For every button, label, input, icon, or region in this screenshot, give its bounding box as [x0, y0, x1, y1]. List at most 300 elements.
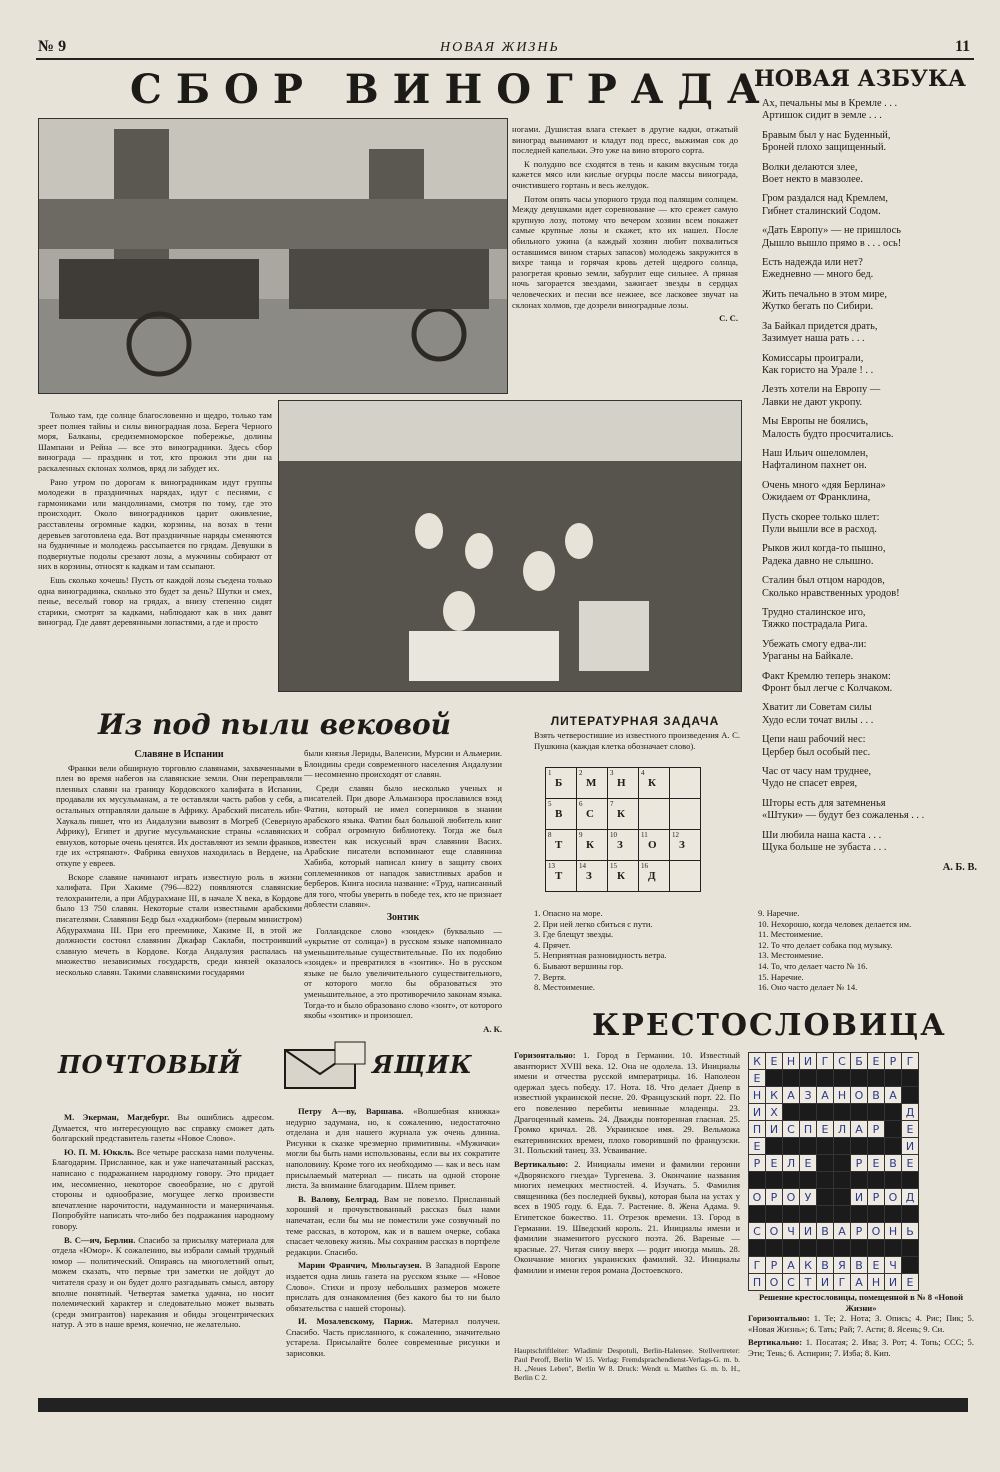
crossword-cell: К — [800, 1257, 817, 1274]
literary-clue: 1. Опасно на море. — [534, 908, 603, 918]
crossword-cell: И — [851, 1189, 868, 1206]
mailbox-reply — [286, 1106, 500, 1191]
literary-cell — [546, 799, 577, 830]
mailbox-recipient: М. Экерман, Магдебург. — [64, 1112, 170, 1122]
harvest-right-column — [512, 124, 738, 324]
literary-cell — [639, 830, 670, 861]
alphabet-stanza — [762, 98, 977, 123]
crossword-cell: Д — [902, 1104, 919, 1121]
literary-cell-letter: В — [555, 808, 563, 820]
crossword-cell — [885, 1172, 902, 1189]
crossword-cell: А — [851, 1274, 868, 1291]
crossword-cell — [868, 1104, 885, 1121]
crossword-cell: Г — [749, 1257, 766, 1274]
crossword-cell: С — [749, 1223, 766, 1240]
crossword-cell: Ч — [885, 1257, 902, 1274]
alphabet-line: Ах, печальны мы в Кремле . . . — [762, 98, 898, 109]
literary-cell-letter: З — [586, 870, 592, 882]
literary-cell-number: 5 — [548, 800, 552, 808]
alphabet-line: «Штуки» — будут без сожаленья . . . — [762, 810, 925, 822]
crossword-cell: У — [800, 1189, 817, 1206]
crossword-cell: И — [885, 1274, 902, 1291]
alphabet-line: Как гористо на Урале ! . . — [762, 364, 874, 376]
crossword-cell — [766, 1172, 783, 1189]
crossword-cell: Е — [868, 1155, 885, 1172]
alphabet-stanza — [762, 448, 977, 473]
crossword-cell — [766, 1138, 783, 1155]
mailbox-text: Все четыре рассказа нами получены. Благодарим. Присланное, как и уже напечатанный рассказ, написано с подражанием народному говору. Это придает им, несомненно, некоторое своеобразие, но с другой стороны и однообразие, могущее легко произвести впечатление нарочитости, надуманности и манерничанья. Попробуйте написать что-либо без подражания народному говору. — [52, 1146, 274, 1231]
crossword-cell — [885, 1104, 902, 1121]
crossword-cell: Е — [749, 1070, 766, 1087]
literary-clues-right — [758, 908, 968, 993]
literary-cell-letter: Н — [617, 777, 626, 789]
alphabet-stanza — [762, 702, 977, 727]
crossword-cell — [817, 1172, 834, 1189]
crossword-cell: З — [800, 1087, 817, 1104]
literary-cell-number: 11 — [641, 831, 648, 839]
crossword-cell: А — [851, 1121, 868, 1138]
alphabet-line: Фронт был легче с Колчаком. — [762, 683, 893, 695]
crossword-cell: Н — [868, 1274, 885, 1291]
mailbox-reply — [52, 1235, 274, 1330]
literary-clue: 12. То что делает собака под музыку. — [758, 939, 893, 950]
crossword-title: КРЕСТОСЛОВИЦА — [592, 1008, 947, 1043]
literary-clue: 7. Вертя. — [534, 971, 567, 982]
harvest-right-sign: С. С. — [719, 313, 738, 324]
crossword-cell — [902, 1206, 919, 1223]
alphabet-line: Шторы есть для затемненья — [762, 797, 886, 809]
alphabet-line: Волки делаются злее, — [762, 161, 858, 173]
literary-clue: 6. Бывают вершины гор. — [534, 960, 624, 971]
cw-horizontal-clues: 1. Город в Германии. 10. Известный авантюрист XVIII века. 12. Она не одолела. 13. Инициалы имени и отчества русской императрицы. 16. Наполеон одержал здесь победу. 17. Нота. 18. Что делает Днепр в известной украинской песне. 20. Французский порт. 22. По его повелению перебиты невинные младенцы. 23. Драгоценный камень. 24. Дважды повторенная гласная. 25. Громко кричал. 28. Украинское имя. 29. Вельможа екатерининских времен, плохо говоривший по французски. 31. Польский танец. 33. Усваивание. — [514, 1050, 740, 1156]
literary-title: ЛИТЕРАТУРНАЯ ЗАДАЧА — [550, 714, 720, 728]
crossword-cell: Е — [902, 1274, 919, 1291]
literary-cell-number: 15 — [610, 862, 617, 870]
alphabet-line: Есть надежда или нет? — [762, 257, 863, 269]
issue-number: № 9 — [38, 38, 67, 55]
grape-pickers-illustration — [279, 401, 741, 691]
crossword-cell: Р — [885, 1053, 902, 1070]
crossword-cell: О — [851, 1087, 868, 1104]
alphabet-line: Хватит ли Советам силы — [762, 702, 872, 714]
literary-cell-letter: З — [617, 839, 623, 851]
alphabet-line: Воет некто в мавзолее. — [762, 174, 863, 186]
mailbox-reply — [286, 1260, 500, 1313]
alphabet-line: Лавки не дают укропу. — [762, 396, 863, 408]
mailbox-text: Вам не повезло. Присланный хороший и прочувствованный рассказ был нами напечатан, если бы мы не поместили уже созвучный по теме рассказ, в котором, как и в вашем очерке, собака спасает человеку жизнь. Мы сохраним рассказ в портфеле редакции. Спасибо. — [286, 1193, 500, 1257]
fortress-photo-illustration — [39, 119, 507, 393]
crossword-cell — [800, 1206, 817, 1223]
crossword-cell: Е — [766, 1155, 783, 1172]
crossword-cell — [885, 1206, 902, 1223]
crossword-cell: А — [834, 1223, 851, 1240]
crossword-cell: К — [749, 1053, 766, 1070]
alphabet-title: НОВАЯ АЗБУКА — [754, 66, 966, 92]
history-col-1 — [56, 748, 302, 980]
literary-cell-letter: С — [586, 808, 594, 820]
crossword-cell: Т — [800, 1274, 817, 1291]
crossword-cell: Е — [766, 1053, 783, 1070]
literary-clue: 5. Неприятная разновидность ветра. — [534, 950, 667, 961]
crossword-cell — [834, 1206, 851, 1223]
alphabet-stanza — [762, 162, 977, 187]
alphabet-line: Бравым был у нас Буденный, — [762, 129, 891, 141]
alphabet-stanza — [762, 321, 977, 346]
crossword-cell — [851, 1240, 868, 1257]
alphabet-line: Факт Кремлю теперь знаком: — [762, 670, 891, 682]
crossword-cell — [817, 1155, 834, 1172]
crossword-cell: А — [817, 1087, 834, 1104]
crossword-cell: С — [834, 1053, 851, 1070]
harvest-title: СБОР ВИНОГРАДА — [130, 66, 774, 113]
crossword-cell — [817, 1138, 834, 1155]
literary-cell — [608, 830, 639, 861]
crossword-cell — [817, 1189, 834, 1206]
crossword-cell: О — [868, 1223, 885, 1240]
crossword-cell — [851, 1070, 868, 1087]
crossword-cell — [817, 1240, 834, 1257]
alphabet-line: Броней плохо защищенный. — [762, 142, 887, 154]
crossword-cell: В — [851, 1257, 868, 1274]
crossword-cell — [800, 1138, 817, 1155]
crossword-cell — [868, 1240, 885, 1257]
literary-clue: 3. Где блещут звезды. — [534, 929, 614, 940]
crossword-cell — [902, 1087, 919, 1104]
crossword-cell: И — [902, 1138, 919, 1155]
crossword-cell — [817, 1206, 834, 1223]
literary-cell-letter: М — [586, 777, 597, 789]
crossword-cell — [834, 1104, 851, 1121]
crossword-cell — [766, 1206, 783, 1223]
grape-pickers-photo — [278, 400, 742, 692]
alphabet-line: Зазимует наша рать . . . — [762, 333, 865, 345]
harvest-left-para: Рано утром по дорогам к виноградникам идут группы молодежи в праздничных нарядах, идут с песнями, с гармониками или мандолинами, смотря по тому, где это происходит. Около виноградников царит оживление, расставлены огромные кадки, корзины, на возах в тени деревьев заготовлена еда. Вот праздничные наряды сменяются на будничные и молодежь рассыпается по грядам. Девушки в подвернутые подолы срезают лозы, а мужчины собирают от них в корзины, относят к кадкам и там ссыпают. — [38, 476, 272, 572]
literary-cell-number: 9 — [579, 831, 583, 839]
crossword-cell — [800, 1172, 817, 1189]
umbrella-subtitle: Зонтик — [386, 911, 420, 923]
mailbox-banner — [52, 1038, 492, 1094]
alphabet-stanza — [762, 225, 977, 250]
crossword-cell: О — [766, 1223, 783, 1240]
alphabet-line: Жутко бегать по Сибири. — [762, 301, 874, 313]
literary-cell-number: 10 — [610, 831, 617, 839]
mailbox-reply — [286, 1194, 500, 1258]
harvest-right-para: Потом опять часы упорного труда под палящим солнцем. Между девушками идет соревнование — кто срежет самую крупную лозу, потому что вечером хозяин всем покажет самые крупные лозы и скажет, кто их нашел. После обильного ужина (а каждый хозяин любит похвалиться оставшимся вином старых запасов) молодежь закружится в вихре танца и горячая кровь детей щедрого солнца, разогретая кровью земли, забурлит еще сильнее. А пряная ночь загорается звездами, зажигает звезды в сердцах человеческих и песни все нежнее, все ласковее звучат на склонах холмов, где дозрели виноградные лозы. — [512, 193, 738, 310]
mailbox-recipient: И. Мозалевскому, Париж. — [298, 1316, 413, 1327]
crossword-cell — [834, 1070, 851, 1087]
mailbox-text: Вы ошиблись адресом. Думается, что интересующую вас справку сможет дать болгарский представитель газеты «Новое Слово». — [52, 1112, 274, 1144]
alphabet-line: Пули вышли все в расход. — [762, 523, 877, 535]
crossword-cell: В — [868, 1087, 885, 1104]
mailbox-title-left: ПОЧТОВЫЙ — [58, 1050, 243, 1079]
crossword-cell — [783, 1240, 800, 1257]
alphabet-line: Гибнет сталинский Содом. — [762, 205, 881, 217]
literary-cell — [639, 768, 670, 799]
mailbox-text: В Западной Европе издается одна лишь газета на русском языке — «Новое Слово». Стихи и прозу небольших размеров можете прислать для ознакомления (без какого бы то ни было обязательства с нашей стороны). — [286, 1260, 500, 1313]
history-para: были князья Лериды, Валенсии, Мурсии и Альмерии. Блондины среди современного населения Андалузии — несомненно происходят от славян. — [304, 748, 502, 780]
literary-cell-number: 16 — [641, 862, 648, 870]
literary-cell-letter: О — [648, 839, 657, 851]
alphabet-line: Щука больше не зубаста . . . — [762, 842, 887, 854]
alphabet-line: Мы Европы не боялись, — [762, 416, 869, 428]
alphabet-stanza — [762, 480, 977, 505]
crossword-cell: И — [800, 1053, 817, 1070]
crossword-cell: Г — [902, 1053, 919, 1070]
literary-cell — [577, 768, 608, 799]
literary-cell-letter: Т — [555, 839, 563, 851]
crossword-cell: О — [766, 1274, 783, 1291]
literary-cell — [608, 861, 639, 892]
crossword-cell — [834, 1138, 851, 1155]
crossword-cell: И — [766, 1121, 783, 1138]
alphabet-line: Лезть хотели на Европу — — [762, 384, 881, 396]
literary-clue: 2. При ней легко сбиться с пути. — [534, 918, 653, 929]
alphabet-stanza — [762, 416, 977, 441]
alphabet-line: Очень много «дяя Берлина» — [762, 479, 886, 491]
literary-cell-letter: З — [679, 839, 685, 851]
alphabet-line: Убежать смогу едва-ли: — [762, 638, 867, 650]
harvest-left-para: Ешь сколько хочешь! Пусть от каждой лозы съедена только одна виноградинка, сколько это будет за день? Шутки и смех, пенье, веселый говор на грядах, а внизу степенно сидят старики, смотрят за кадками, наблюдают как в них давят виноград. Где давят деревянными лопастями, а где и просто — [38, 574, 272, 628]
crossword-cell: Е — [817, 1121, 834, 1138]
alphabet-line: Ураганы на Байкале. — [762, 651, 854, 663]
crossword-cell: Д — [902, 1189, 919, 1206]
crossword-cell: Р — [851, 1155, 868, 1172]
crossword-cell: А — [783, 1257, 800, 1274]
solution-v: 1. Посатая; 2. Ива; 3. Рот; 4. Топь; ССС; 5. Эти; Тень; 6. Аспирин; 7. Изба; 8. Кип. — [748, 1337, 974, 1358]
literary-cell — [546, 861, 577, 892]
alphabet-stanza — [762, 353, 977, 378]
crossword-cell: Н — [783, 1053, 800, 1070]
alphabet-stanza — [762, 193, 977, 218]
literary-cell-number: 3 — [610, 769, 614, 777]
literary-cell-number: 4 — [641, 769, 645, 777]
crossword-cell: Р — [766, 1189, 783, 1206]
crossword-cell: В — [817, 1257, 834, 1274]
literary-cell — [577, 861, 608, 892]
literary-cell — [577, 830, 608, 861]
crossword-cell: О — [783, 1189, 800, 1206]
history-para: Франки вели обширную торговлю славянами, захваченными в плен во время набегов на славянские земли. Они переправляли пленных славян на границу Кордовского халифата в Испании, продавали их мусульманам, а те оставляли часть рабов у себя, а остальных отправляли дальше в Африку. Арабский писатель ибн-Хаукаль пишет, что из Андалузии вывозят в Могреб (Северную Африку), Египет и другие мусульманские страны «славянских евнухов, которые очень ценятся. Их доставляют из земли франков, где их «стряпают». Фабрика евнухов находилась в Вердене, на откупе у евреев. — [56, 762, 302, 868]
crossword-cell — [817, 1104, 834, 1121]
crossword-cell: Л — [834, 1121, 851, 1138]
alphabet-line: Сталин был отцом народов, — [762, 575, 885, 587]
harvest-left-para: Только там, где солнце благословенно и щедро, только там зреет полнея тайны и силы виноградная лоза. Берега Черного моря, Балканы, средиземноморское побережье, долины Шампани и Рейна — все это виноградники. Здесь сбор винограда — праздник и тот, кто прожил эти дни на раскаленных склонах холмов, вряд ли забудет их. — [38, 410, 272, 473]
mailbox-reply — [52, 1112, 274, 1144]
literary-cell-number: 7 — [610, 800, 614, 808]
paper-name: НОВАЯ ЖИЗНЬ — [440, 40, 560, 55]
alphabet-line: «Дать Европу» — не пришлось — [762, 225, 902, 237]
crossword-cell — [800, 1104, 817, 1121]
alphabet-line: Комиссары проиграли, — [762, 352, 864, 364]
alphabet-stanza — [762, 384, 977, 409]
crossword-cell — [766, 1070, 783, 1087]
alphabet-stanza — [762, 512, 977, 537]
crossword-cell — [834, 1189, 851, 1206]
literary-cell — [546, 768, 577, 799]
mailbox-col-1 — [52, 1112, 274, 1333]
crossword-cell: И — [800, 1223, 817, 1240]
crossword-cell: В — [885, 1155, 902, 1172]
alphabet-line: Чудо не спасет еврея, — [762, 778, 858, 790]
alphabet-stanza — [762, 289, 977, 314]
crossword-cell — [868, 1138, 885, 1155]
alphabet-line: Дышло вышло прямо в . . . ось! — [762, 237, 902, 249]
crossword-cell: Ч — [783, 1223, 800, 1240]
crossword-cell — [834, 1155, 851, 1172]
crossword-cell: И — [817, 1274, 834, 1291]
crossword-cell — [800, 1070, 817, 1087]
alphabet-line: Сколько нравственных уродов! — [762, 587, 900, 599]
alphabet-line: Артишок сидит в земле . . . — [762, 110, 882, 122]
crossword-cell: Р — [868, 1189, 885, 1206]
literary-cell-letter: К — [586, 839, 594, 851]
literary-cell-number: 8 — [548, 831, 552, 839]
alphabet-stanza — [762, 798, 977, 823]
crossword-cell — [783, 1104, 800, 1121]
crossword-cell: Г — [817, 1053, 834, 1070]
literary-cell — [608, 768, 639, 799]
solution-h: 1. Те; 2. Нота; 3. Опись; 4. Рис; Пик; 5. «Новая Жизнь»; 6. Тать; Рай; 7. Асти; 8. Ясень; 9. Си. — [748, 1313, 974, 1334]
harvest-right-para: К полудню все сходятся в тень и каким вкусным тогда кажется мясо или кислые огурцы после массы винограда, очистившего гортань и весь желудок. — [512, 158, 738, 190]
literary-cell-letter: К — [648, 777, 656, 789]
crossword-cell: Р — [851, 1223, 868, 1240]
literary-clue: 8. Местоимение. — [534, 982, 595, 993]
alphabet-line: Ожидаем от Франклина, — [762, 492, 871, 504]
history-para: Вскоре славяне начинают играть известную роль в жизни халифата. При Хакиме (796—822) появляются славянские телохранители, а при Абдурахмане III, в начале X века, в Кордове было 13 750 славян. Некоторые стали известными арабскими писателями. Славянин Бедр был «хаджибом» (первым министром) Абдурахмана III. При его преемнике, Хакиме II, в этой же должности состоял славянин Джафар Саклаби, построивший славную мечеть в Кордове. Когда Андалузия распалась на множество независимых государств, среди князей оказалось несколько славян. Такими славянскими государями — [56, 871, 302, 977]
crossword-cell — [851, 1104, 868, 1121]
literary-cell-number: 6 — [579, 800, 583, 808]
alphabet-line: Тяжко пострадала Рига. — [762, 619, 868, 631]
literary-cell — [577, 799, 608, 830]
crossword-cell — [783, 1138, 800, 1155]
harvest-left-column — [38, 410, 272, 631]
literary-cell — [639, 799, 670, 830]
solution-h-label: Горизонтально: — [748, 1313, 810, 1324]
crossword-cell — [817, 1070, 834, 1087]
mailbox-recipient: Марии Франчич, Мюльгаузен. — [298, 1260, 422, 1271]
umbrella-para: Голландское слово «зондек» (буквально — «укрытие от солнца») в русском языке напоминало уменьшительные существительные. По их подобию «зондек» и превратился в «зонтик». Но в русском языке не было увеличительного существительного, от которого могло бы образоваться это уменьшительное, а это противоречило законам языка. Тогда-то и было образовано слово «зонт», от которого якобы «зонтик» и произошел. — [304, 925, 502, 1021]
crossword-cell: Р — [868, 1121, 885, 1138]
crossword-cell: Е — [800, 1155, 817, 1172]
crossword-cell: Л — [783, 1155, 800, 1172]
alphabet-line: Цербер был особый пес. — [762, 746, 871, 758]
alphabet-line: Гром раздался над Кремлем, — [762, 193, 888, 205]
literary-cell — [670, 799, 701, 830]
crossword-cell — [902, 1240, 919, 1257]
alphabet-line: Худо если точат вилы . . . — [762, 714, 874, 726]
literary-cell-letter: К — [617, 870, 625, 882]
alphabet-line: Наш Ильич ошеломлен, — [762, 447, 869, 459]
crossword-cell — [800, 1240, 817, 1257]
literary-clues-left — [534, 908, 744, 993]
crossword-cell — [834, 1240, 851, 1257]
history-title: Из под пыли вековой — [98, 708, 452, 741]
crossword-cell — [868, 1070, 885, 1087]
alphabet-stanza — [762, 607, 977, 632]
crossword-cell — [902, 1070, 919, 1087]
literary-clue: 4. Прячет. — [534, 939, 571, 950]
literary-clue: 14. То, что делает часто № 16. — [758, 960, 868, 971]
crossword-cell: Е — [749, 1138, 766, 1155]
cw-vertical-label: Вертикально: — [514, 1158, 569, 1169]
crossword-cell: В — [817, 1223, 834, 1240]
history-sign: А. К. — [483, 1023, 502, 1034]
alphabet-stanza — [762, 734, 977, 759]
literary-cell — [546, 830, 577, 861]
bottom-rule — [38, 1398, 968, 1412]
literary-cell-letter: Д — [648, 870, 656, 882]
alphabet-stanza — [762, 766, 977, 791]
crossword-cell: Р — [749, 1155, 766, 1172]
alphabet-line: Ши любила наша каста . . . — [762, 829, 882, 841]
mailbox-text: Материал получен. Спасибо. Часть присланного, к сожалению, значительно устарела. Присылайте более современные рисунки и зарисовки. — [286, 1316, 500, 1359]
crossword-cell: Н — [749, 1087, 766, 1104]
alphabet-line: Рыков жил когда-то пышно, — [762, 543, 886, 555]
crossword-cell: К — [766, 1087, 783, 1104]
alphabet-line: Цепи наш рабочий нес: — [762, 734, 866, 746]
cw-vertical-clues: 2. Инициалы имени и фамилии героини «Дворянского гнезда» Тургенева. 3. Окончание названия многих немецких местностей. 4. Изучать. 5. Фамилия священника (без последней буквы), которая была на устах у всех в 1905 году. 6. Еда. 7. Растение. 8. Жена Адама. 9. Египетское божество. 11. Отрезок времени. 13. Город в Германии. 19. Шведский король. 21. Инициалы имени и фамилии знаменитого русского поэта. 26. Вареные — красные. 27. Читая снизу вверх — родит иногда мышь. 28. Окончание многих украинских фамилий. 32. Инициалы фамилии и имени героя романа Достоевского. — [514, 1158, 740, 1275]
alphabet-stanza — [762, 130, 977, 155]
crossword-cell — [749, 1172, 766, 1189]
crossword-cell — [885, 1121, 902, 1138]
literary-cell — [670, 861, 701, 892]
alphabet-line: За Байкал придется драть, — [762, 320, 878, 332]
mailbox-recipient: Ю. П. М. Юккль. — [64, 1146, 135, 1157]
literary-cell — [670, 768, 701, 799]
crossword-cell: С — [783, 1274, 800, 1291]
literary-cell-number: 14 — [579, 862, 586, 870]
mailbox-reply — [52, 1147, 274, 1232]
crossword-cell — [851, 1172, 868, 1189]
alphabet-stanza — [762, 575, 977, 600]
crossword-cell — [885, 1070, 902, 1087]
crossword-cell: О — [749, 1189, 766, 1206]
crossword-cell: Х — [766, 1104, 783, 1121]
crossword-clues — [514, 1050, 740, 1278]
crossword-cell: Ь — [902, 1223, 919, 1240]
literary-clue: 16. Оно часто делает № 14. — [758, 982, 858, 993]
crossword-cell: Р — [766, 1257, 783, 1274]
fortress-photo — [38, 118, 508, 394]
literary-cell-number: 12 — [672, 831, 679, 839]
alphabet-sign: А. Б. В. — [942, 861, 977, 873]
literary-clue: 9. Наречие. — [758, 908, 800, 918]
crossword-grid — [748, 1052, 919, 1291]
crossword-cell: А — [783, 1087, 800, 1104]
history-subtitle: Славяне в Испании — [134, 749, 224, 760]
literary-cell — [608, 799, 639, 830]
crossword-cell — [749, 1240, 766, 1257]
literary-clue: 10. Нехорошо, когда человек делается им. — [758, 918, 912, 929]
crossword-cell — [885, 1240, 902, 1257]
alphabet-poem — [762, 98, 977, 874]
crossword-cell: Е — [868, 1257, 885, 1274]
alphabet-stanza — [762, 671, 977, 696]
crossword-cell — [766, 1240, 783, 1257]
crossword-cell: О — [885, 1189, 902, 1206]
alphabet-line: Жить печально в этом мире, — [762, 288, 887, 300]
crossword-cell — [851, 1138, 868, 1155]
crossword-cell: С — [783, 1121, 800, 1138]
crossword-cell: И — [749, 1104, 766, 1121]
crossword-cell — [783, 1172, 800, 1189]
crossword-cell — [851, 1206, 868, 1223]
crossword-cell — [885, 1138, 902, 1155]
mailbox-col-2 — [286, 1106, 500, 1362]
alphabet-line: Радека давно не слышно. — [762, 555, 874, 567]
cw-horizontal-label: Горизонтально: — [514, 1050, 576, 1060]
imprint: Hauptschriftleiter: Wladimir Despotuli, Berlin-Halensee. Stellvertreter: Paul Peroff, Berlin W 15. Verlag: Fremdsprachendienst-Verlags-G. m. b. H. „Neues Leben", Berlin W 8. Druck: Wendt u. Matthes G. m. b. H., Berlin C 2. — [514, 1346, 740, 1382]
